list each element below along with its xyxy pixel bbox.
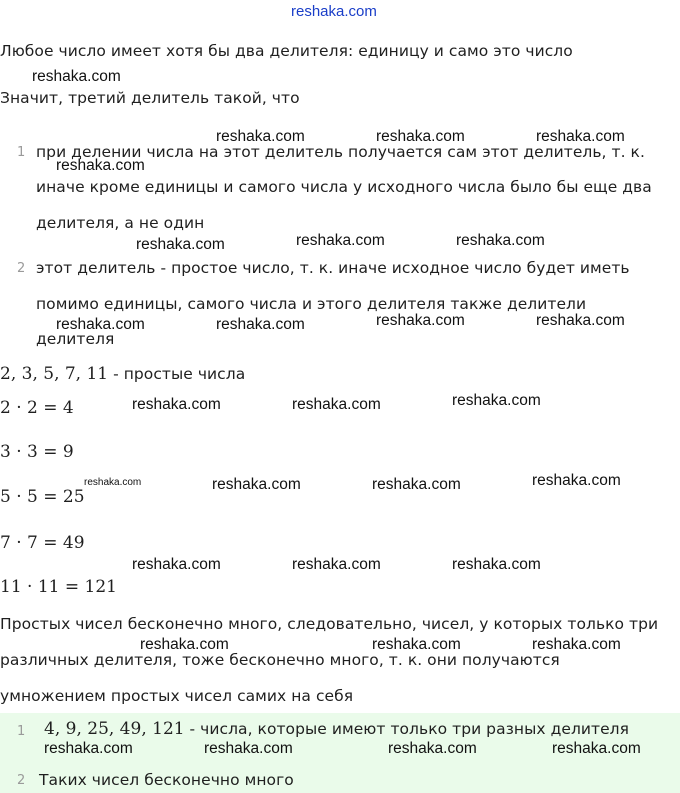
answer-item-1 <box>44 719 629 739</box>
equation: 5 · 5 = 25 <box>0 487 85 507</box>
answer-item-number: 2 <box>17 773 26 788</box>
list-item-line: делителя, а не один <box>36 214 205 232</box>
list-item-number: 2 <box>17 261 26 276</box>
watermark: reshaka.com <box>136 236 225 253</box>
intro-line-1: Любое число имеет хотя бы два делителя: единицу и само это число <box>0 42 573 60</box>
list-item-line: помимо единицы, самого числа и этого делителя также делители <box>36 295 587 313</box>
primes-text: - простые числа <box>108 365 246 383</box>
conclusion-line: Простых чисел бесконечно много, следовательно, чисел, у которых только три <box>0 615 659 633</box>
primes-line <box>0 364 245 384</box>
equation: 7 · 7 = 49 <box>0 533 85 553</box>
watermark: reshaka.com <box>292 556 381 573</box>
watermark: reshaka.com <box>532 472 621 489</box>
watermark: reshaka.com <box>140 636 229 653</box>
list-item-line: иначе кроме единицы и самого числа у исходного числа было бы еще два <box>36 178 652 196</box>
watermark: reshaka.com <box>296 232 385 249</box>
site-header-watermark: reshaka.com <box>291 3 377 20</box>
watermark: reshaka.com <box>44 740 133 757</box>
watermark: reshaka.com <box>452 556 541 573</box>
list-item-number: 1 <box>17 145 26 160</box>
equation: 11 · 11 = 121 <box>0 577 117 597</box>
equation: 3 · 3 = 9 <box>0 442 74 462</box>
primes-math: 2, 3, 5, 7, 11 <box>0 364 109 384</box>
watermark: reshaka.com <box>456 232 545 249</box>
watermark: reshaka.com <box>452 392 541 409</box>
watermark: reshaka.com <box>212 476 301 493</box>
conclusion-line: различных делителя, тоже бесконечно много, т. к. они получаются <box>0 651 560 669</box>
watermark: reshaka.com <box>84 477 142 488</box>
watermark: reshaka.com <box>552 740 641 757</box>
watermark: reshaka.com <box>536 128 625 145</box>
answer-item-number: 1 <box>17 724 26 739</box>
watermark: reshaka.com <box>216 128 305 145</box>
watermark: reshaka.com <box>56 316 145 333</box>
answer-item-2: Таких чисел бесконечно много <box>39 771 294 789</box>
watermark: reshaka.com <box>372 476 461 493</box>
watermark: reshaka.com <box>204 740 293 757</box>
watermark: reshaka.com <box>56 157 145 174</box>
watermark: reshaka.com <box>388 740 477 757</box>
watermark: reshaka.com <box>216 316 305 333</box>
intro-line-2: Значит, третий делитель такой, что <box>0 89 300 107</box>
list-item-line: этот делитель - простое число, т. к. иначе исходное число будет иметь <box>36 259 630 277</box>
watermark: reshaka.com <box>372 636 461 653</box>
watermark: reshaka.com <box>32 68 121 85</box>
watermark: reshaka.com <box>536 312 625 329</box>
answer-text: - числа, которые имеют только три разных делителя <box>184 720 630 738</box>
watermark: reshaka.com <box>132 556 221 573</box>
watermark: reshaka.com <box>376 312 465 329</box>
watermark: reshaka.com <box>292 396 381 413</box>
conclusion-line: умножением простых чисел самих на себя <box>0 687 354 705</box>
watermark: reshaka.com <box>132 396 221 413</box>
watermark: reshaka.com <box>532 636 621 653</box>
equation: 2 · 2 = 4 <box>0 398 74 418</box>
list-item-line: делителя <box>36 330 115 348</box>
answer-math: 4, 9, 25, 49, 121 <box>44 719 185 739</box>
list-item-line: при делении числа на этот делитель получается сам этот делитель, т. к. <box>36 143 645 161</box>
watermark: reshaka.com <box>376 128 465 145</box>
